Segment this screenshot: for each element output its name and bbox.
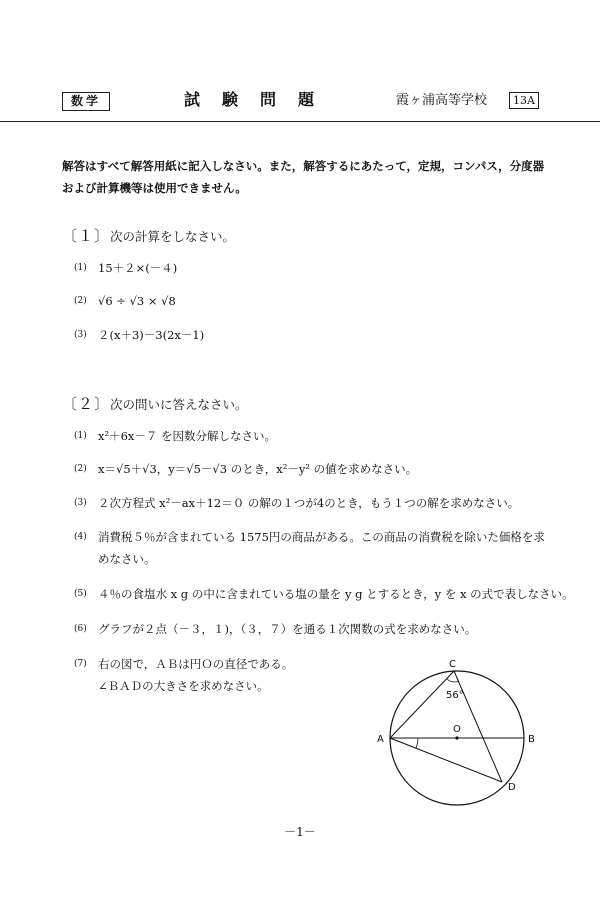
angle-bad-arc bbox=[416, 738, 418, 748]
question-number: (3) bbox=[74, 498, 87, 508]
section-2-heading bbox=[62, 395, 248, 414]
circle-diagram bbox=[368, 650, 558, 825]
question-text-continued: めなさい。 bbox=[98, 552, 156, 566]
exam-code: 13A bbox=[509, 92, 539, 109]
point-d-label: D bbox=[508, 782, 516, 793]
angle-label: 56° bbox=[446, 690, 464, 701]
question-text: ２次方程式 x²－ax＋12＝０ の解の１つが4のとき，もう１つの解を求めなさい。 bbox=[98, 496, 520, 510]
question-text: 15＋２×(－４) bbox=[98, 261, 178, 275]
question-text: グラフが２点（－３，１)，（３，７）を通る１次関数の式を求めなさい。 bbox=[98, 622, 477, 636]
school-name: 霞ヶ浦高等学校 bbox=[396, 93, 488, 108]
question-number: (2) bbox=[74, 296, 87, 306]
section-2-label: 〔２〕 bbox=[62, 395, 111, 413]
instructions-line-2: および計算機等は使用できません。 bbox=[62, 181, 247, 195]
question-number: (1) bbox=[74, 263, 87, 273]
section-1-heading bbox=[62, 227, 235, 246]
chord-cd bbox=[454, 671, 502, 782]
question-text: 右の図で，ＡＢは円Ｏの直径である。 bbox=[98, 657, 294, 671]
subject-label: 数学 bbox=[62, 92, 110, 111]
center-point bbox=[455, 736, 458, 739]
question-text: x＝√5＋√3，y＝√5－√3 のとき，x²－y² の値を求めなさい。 bbox=[98, 462, 418, 476]
question-number: (5) bbox=[74, 589, 87, 599]
point-a-label: A bbox=[377, 734, 384, 745]
question-text: ４％の食塩水 x g の中に含まれている塩の量を y g とするとき，y を x の式で表しなさい。 bbox=[98, 587, 574, 601]
question-number: (7) bbox=[74, 659, 87, 669]
question-number: (2) bbox=[74, 464, 87, 474]
question-text: 消費税５％が含まれている 1575円の商品がある。この商品の消費税を除いた価格を求 bbox=[98, 530, 545, 544]
question-number: (3) bbox=[74, 330, 87, 340]
question-number: (6) bbox=[74, 624, 87, 634]
header-divider bbox=[0, 121, 600, 122]
exam-title: 試験問題 bbox=[184, 90, 337, 109]
section-2-title: 次の問いに答えなさい。 bbox=[110, 397, 248, 412]
section-1-label: 〔１〕 bbox=[62, 227, 111, 245]
question-text: x²＋6x－７ を因数分解しなさい。 bbox=[98, 429, 277, 443]
question-text: ２(x＋3)－3(2x－1) bbox=[98, 328, 205, 342]
question-number: (4) bbox=[74, 532, 87, 542]
page-number: －1－ bbox=[284, 825, 316, 839]
chord-ad bbox=[390, 738, 502, 782]
question-text-continued: ∠ＢＡＤの大きさを求めなさい。 bbox=[98, 679, 269, 693]
question-number: (1) bbox=[74, 431, 87, 441]
instructions-line-1: 解答はすべて解答用紙に記入しなさい。また，解答するにあたって，定規，コンパス，分度器 bbox=[62, 159, 545, 173]
question-text: √6 ÷ √3 × √8 bbox=[98, 294, 176, 308]
point-c-label: C bbox=[449, 659, 456, 670]
section-1-title: 次の計算をしなさい。 bbox=[110, 229, 236, 244]
point-b-label: B bbox=[528, 734, 535, 745]
point-o-label: O bbox=[453, 724, 461, 735]
